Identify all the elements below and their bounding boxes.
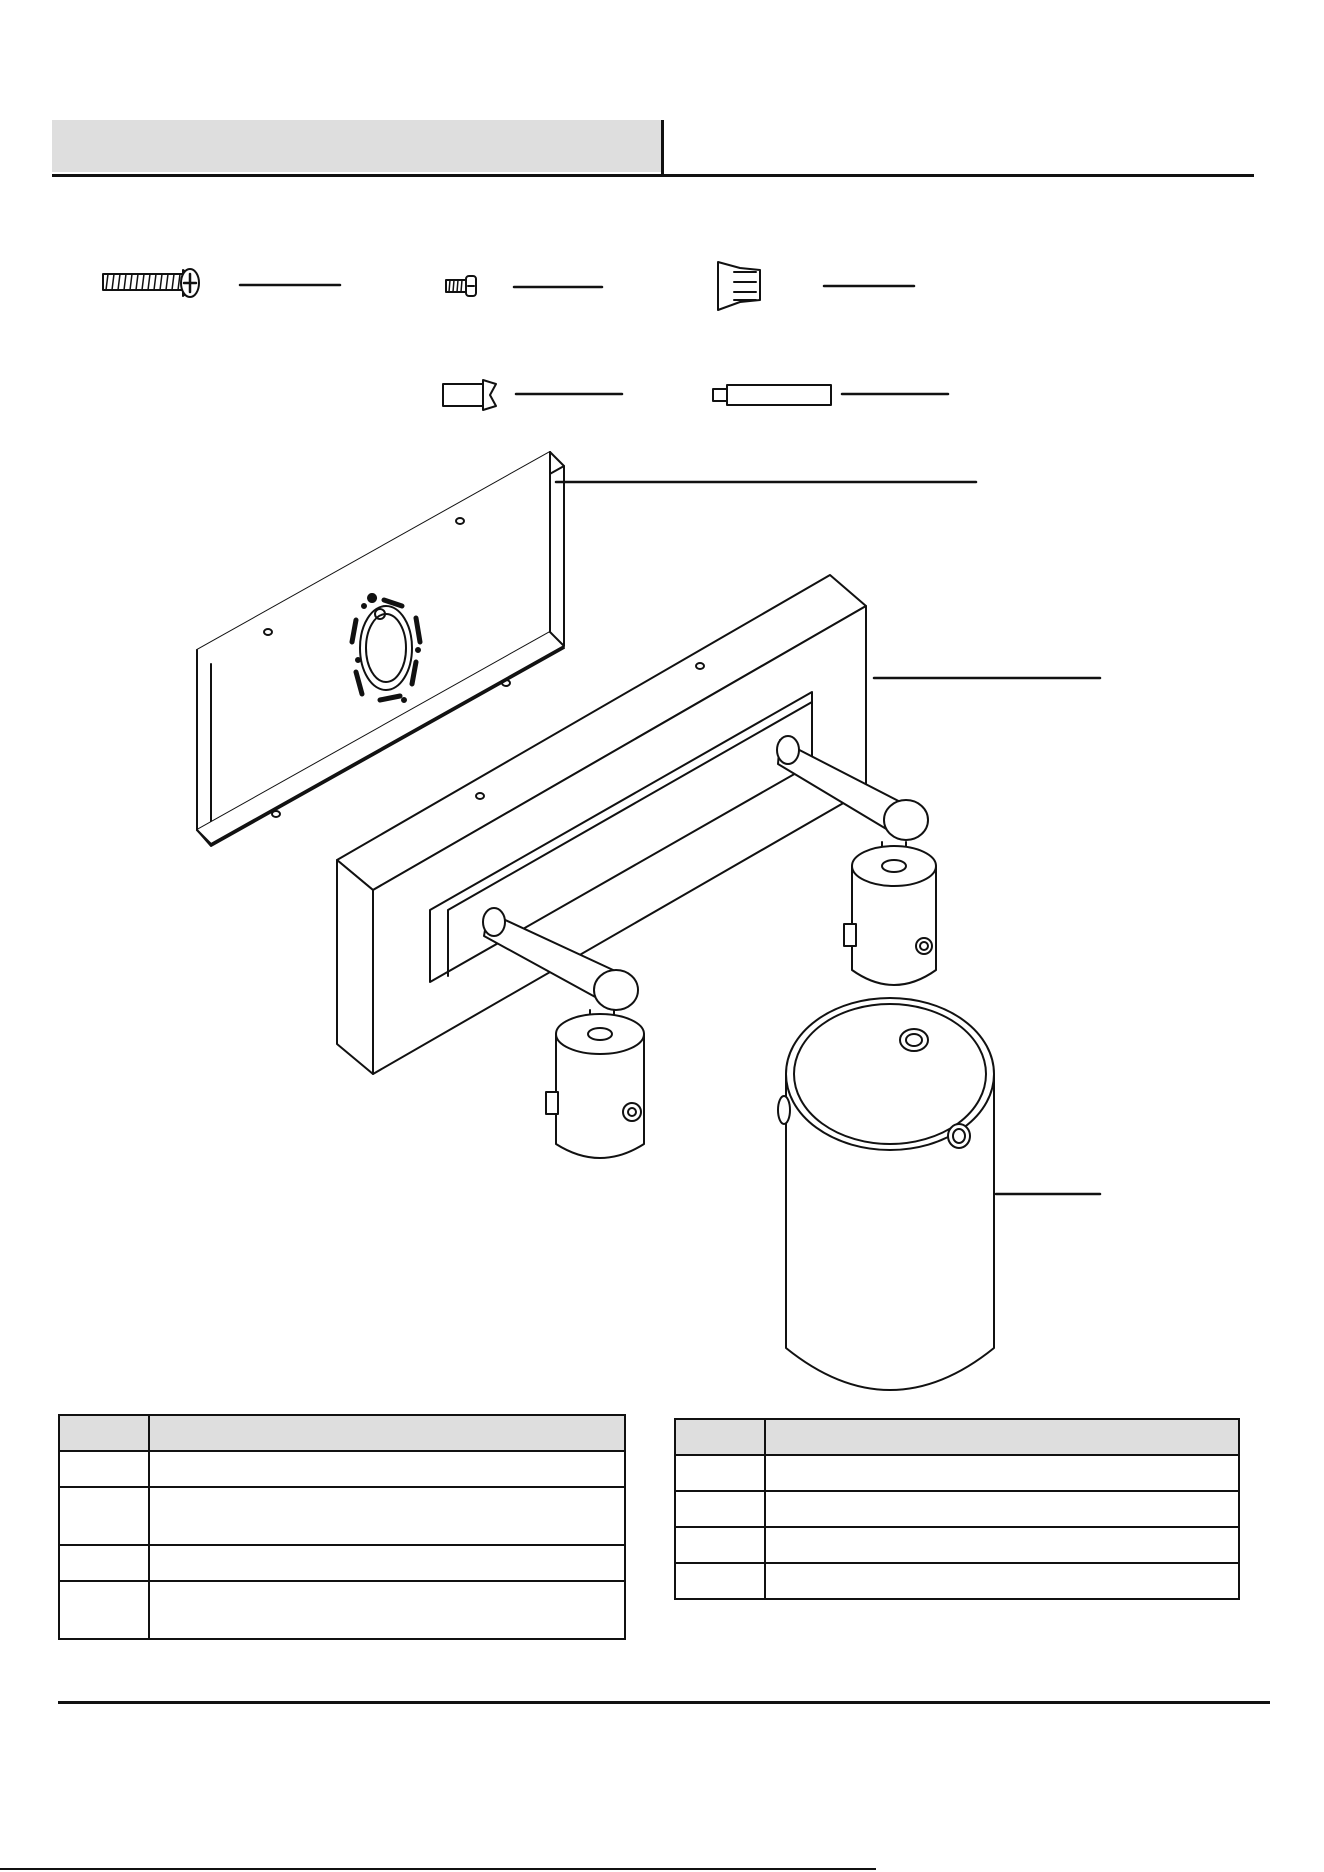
table-row [59,1451,625,1487]
table-row [675,1563,1239,1599]
parts-table-left [58,1414,626,1640]
column-header-part [59,1415,149,1451]
table-row [675,1491,1239,1527]
lamp-shade [778,998,994,1390]
table-row [59,1545,625,1581]
column-header-description [765,1419,1239,1455]
cell-part [675,1455,765,1491]
cell-description [149,1581,625,1639]
cell-part [59,1581,149,1639]
machine-screw-icon [103,269,199,297]
small-screw-icon [446,276,476,296]
cell-part [59,1487,149,1545]
threaded-rod-icon [713,385,831,405]
cell-description [765,1491,1239,1527]
table-row [675,1455,1239,1491]
column-header-description [149,1415,625,1451]
wire-connector-icon [718,262,760,310]
footer-rule [58,1701,1270,1704]
cell-description [149,1451,625,1487]
cell-description [149,1545,625,1581]
cell-description [149,1487,625,1545]
cell-part [59,1545,149,1581]
table-row [59,1581,625,1639]
cell-description [765,1563,1239,1599]
table-row [675,1527,1239,1563]
cell-description [765,1455,1239,1491]
cell-part [675,1563,765,1599]
cell-part [675,1491,765,1527]
table-row [59,1487,625,1545]
cell-description [765,1527,1239,1563]
column-header-part [675,1419,765,1455]
cell-part [59,1451,149,1487]
parts-table-right [674,1418,1240,1600]
threaded-insert-icon [443,380,496,410]
cell-part [675,1527,765,1563]
bottom-rule [0,1868,876,1870]
